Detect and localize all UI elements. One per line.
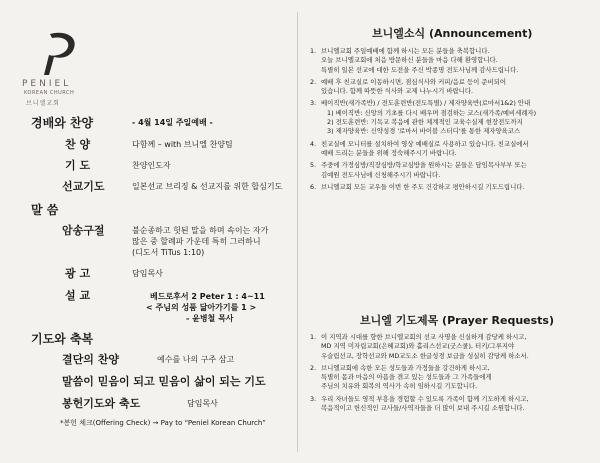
item-number: 4. (310, 139, 317, 148)
item-line: 예배 드리는 분들을 위해 정숙해주시기 바랍니다. (321, 148, 457, 157)
blessing-section-title: 기도와 축복 (31, 332, 94, 346)
mission-prayer-label: 선교기도 (62, 180, 105, 193)
decision-hymn-label: 결단의 찬양 (62, 353, 119, 366)
prayer-label: 기 도 (65, 159, 91, 172)
item-line: 특별히 일본 선교에 대한 도전을 주신 박종명 전도사님께 감사드립니다. (321, 65, 519, 74)
prayer-request-item (310, 395, 590, 414)
item-line: 브니엘교회에 속한 모든 성도들과 가정들을 강건하게 하시고, (321, 363, 490, 372)
prayer-request-item (310, 364, 590, 392)
announcement-item (310, 47, 590, 75)
prayer-requests-list (310, 333, 590, 416)
item-line: 브니엘교회 주일예배에 함께 하시는 모든 분들을 축복합니다. (321, 47, 490, 55)
announcement-item (310, 78, 590, 97)
sermon-scripture: 베드로후서 2 Peter 1 : 4~11 (150, 292, 265, 301)
announcement-item (310, 99, 590, 136)
offering-benediction-value: 담임목사 (187, 399, 218, 408)
sermon-label: 설 교 (65, 289, 91, 302)
recitation-line: 불순종하고 헛된 말을 하며 속이는 자가 (132, 226, 269, 235)
church-name: PENIEL (22, 79, 72, 89)
item-number: 3. (310, 394, 317, 403)
recitation-reference: (디도서 TiTus 1:10) (132, 248, 205, 257)
item-line: 주중에 가정심방/직장심방/학교심방을 원하시는 분들은 담임목사부부 또는 (321, 161, 527, 170)
item-line: 브니엘교회 모든 교우들 이번 한 주도 건강하고 평안하시길 기도드립니다. (321, 182, 525, 191)
praise-label: 찬 양 (65, 138, 91, 151)
item-number: 3. (310, 99, 317, 108)
sermon-title: < 주님의 성품 닮아가기를 1 > (146, 303, 257, 312)
item-subline: 1) 베이직반: 신앙의 기초를 다시 배우며 점검하는 코스(새가족/예비세례자) (327, 108, 537, 117)
item-line: 예배 후 친교실로 이동하시면, 점심식사와 커피/음료 등이 준비되어 (321, 77, 507, 86)
item-number: 2. (310, 77, 317, 86)
item-number: 1. (310, 333, 317, 341)
announcement-item (310, 140, 590, 159)
sermon-preacher: - 윤병철 목사 (186, 314, 234, 323)
item-line: 우슬림선교, 장학선교와 MD교도소 한글성경 보급을 성실히 감당케 하소서. (321, 351, 529, 360)
announcement-item (310, 161, 590, 180)
church-korean-name: 브니엘교회 (26, 100, 60, 107)
faith-prayer-label: 말씀이 믿음이 되고 믿음이 삶이 되는 기도 (62, 375, 266, 388)
announcements-title: 브니엘소식 (Announcement) (372, 27, 533, 40)
decision-hymn-value: 예수를 나의 구주 삼고 (157, 355, 235, 364)
recitation-line: 많은 중 할례파 가운데 특히 그러하니 (132, 237, 261, 246)
offering-note: *봉헌 체크(Offering Check) → Pay to “Peniel Korean Church” (60, 419, 266, 427)
item-line: 우리 자녀들도 영적 부흥을 경험할 수 있도록 가족이 함께 기도하게 하시고, (321, 394, 529, 403)
peniel-logo-icon (22, 28, 102, 108)
prayer-value: 찬양인도자 (132, 161, 171, 170)
announcement-value: 담임목사 (132, 269, 163, 278)
item-number: 6. (310, 182, 317, 191)
announcement-item (310, 183, 590, 192)
prayer-request-item (310, 333, 590, 361)
column-divider (297, 12, 298, 452)
item-line: 복음적이고 헌신적인 교사들/사역자들을 더 많이 보내 주시길 소원합니다. (321, 404, 525, 413)
recitation-label: 암송구절 (62, 224, 105, 237)
item-line: 김예원 전도사님에 신청해주시기 바랍니다. (321, 170, 441, 179)
church-subtitle: KOREAN CHURCH (24, 90, 75, 96)
service-date: - 4월 14일 주일예배 - (132, 118, 213, 127)
item-number: 1. (310, 47, 317, 55)
announcements-list (310, 47, 590, 195)
worship-section-title: 경배와 찬양 (31, 116, 94, 130)
announcement-label: 광 고 (65, 267, 91, 280)
item-line: 친교실에 모니터를 설치하여 영상 예배실로 사용하고 있습니다. 친교실에서 (321, 139, 529, 148)
item-line: 특별히 몸과 마음의 아픔을 겪고 있는 성도들과 그 가족들에게 (321, 373, 492, 382)
item-number: 5. (310, 161, 317, 170)
item-line: 오늘 브니엘교회에 처음 방문하신 분들을 마음 다해 환영합니다. (321, 56, 498, 65)
item-line: 주님의 치유와 회복의 역사가 속히 임하시길 기도합니다. (321, 382, 478, 391)
praise-value: 다함께 – with 브니엘 찬양팀 (132, 140, 233, 149)
word-section-title: 말 씀 (31, 203, 59, 217)
item-line: MD 지역 미자립교회(은혜교회)와 홀리스선교(굿스쿨), 터키/그루지야 (321, 342, 515, 351)
item-line: 이 지역과 시대를 향한 브니엘교회의 선교 사명을 신실하게 감당케 하시고, (321, 333, 527, 341)
item-subline: 2) 전도훈련반: 기독교 복음에 관한 체계적인 교육수실제 현장전도까지 (327, 118, 523, 127)
item-number: 2. (310, 363, 317, 372)
prayer-requests-title: 브니엘 기도제목 (Prayer Requests) (360, 314, 555, 327)
item-line: 베이직반(새가족반) / 전도훈련반(전도특별) / 제자양육반(로마서1&2) 안내 (321, 99, 531, 108)
item-subline: 3) 제자양육반: 신약성경 '로마서 바이블 스터디'를 통한 제자양육코스 (327, 127, 521, 136)
item-line: 있습니다. 함께 따뜻한 식사와 교제 나누시기 바랍니다. (321, 87, 474, 96)
mission-prayer-value: 일본선교 브리징 & 선교지를 위한 합심기도 (132, 182, 283, 191)
offering-benediction-label: 봉헌기도와 축도 (62, 397, 141, 410)
